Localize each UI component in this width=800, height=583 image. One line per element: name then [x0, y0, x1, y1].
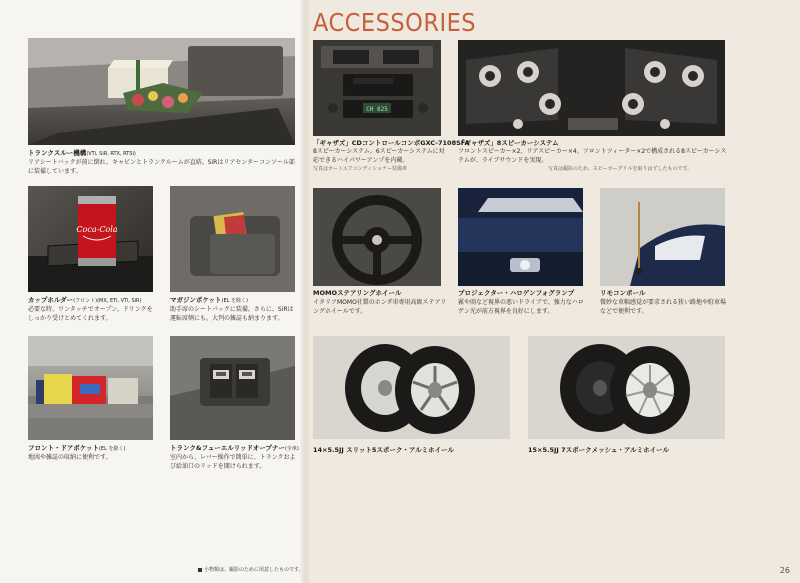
door-pocket-body: 地図や雑誌の収納に便利です。 [28, 454, 112, 461]
door-pocket-photo [28, 336, 153, 440]
fog-lamp-body: 霧や雨など視界の悪いドライブで、強力なハロゲン光が前方視界を良好にします。 [458, 299, 584, 315]
cd-radio-title: 「ギャザズ」CDコントロールコンポGXC-7108SFA [313, 139, 470, 147]
cd-radio-photo [313, 40, 441, 136]
fog-lamp-photo [458, 188, 583, 286]
magazine-pocket-illustration [170, 186, 295, 292]
speakers-body: フロントスピーカー×2、リアスピーカー×4、フロントツィーター×2で構成される8スピーカーシステムが、ライブサウンドを実現。 [458, 148, 727, 164]
cup-holder-photo [28, 186, 153, 292]
door-pocket-illustration [28, 336, 153, 440]
radio-display-text: CH 825 [366, 106, 388, 113]
remote-pole-photo [600, 188, 725, 286]
cup-holder-illustration [28, 186, 153, 292]
trunk-through-photo [28, 38, 295, 145]
door-pocket-title: フロント・ドアポケット(EL を除く) [28, 444, 126, 452]
remote-pole-body: 微妙な車幅感覚が要求される狭い路地や駐車場などで便利です。 [600, 299, 727, 315]
page-heading: ACCESSORIES [313, 8, 477, 37]
magazine-pocket-body: 助手席のシートバックに装備。さらに、SiRは運転席側にも。大判の雑誌も納まります。 [170, 306, 294, 322]
magazine-pocket-photo [170, 186, 295, 292]
speakers-note: 写真は撮影のため、スピーカーグリルを取りはずしたものです。 [548, 166, 693, 172]
cd-radio-note: 写真はオートエアコンディショナー装備車 [313, 166, 408, 172]
fog-lamp-title: プロジェクター・ハロゲンフォグランプ [458, 289, 575, 297]
photo-footnote: 小物類は、撮影のために用意したものです。 [198, 566, 304, 573]
lid-opener-illustration [170, 336, 295, 440]
wheel-mesh7-title: 15×5.5JJ 7スポークメッシュ・アルミホイール [528, 446, 670, 454]
speakers-photo [458, 40, 725, 136]
page-gutter [300, 0, 310, 583]
lid-opener-photo [170, 336, 295, 440]
wheel-mesh7-photo [528, 336, 725, 439]
remote-pole-title: リモコンポール [600, 289, 646, 297]
momo-wheel-photo [313, 188, 441, 286]
cd-radio-illustration [313, 40, 441, 136]
mesh7-wheels-illustration [528, 336, 725, 439]
speakers-illustration [458, 40, 725, 136]
wheel-slit5-photo [313, 336, 510, 439]
trunk-through-body: リアシートバックが前に倒れ、キャビンとトランクルームが直結。SiRはリアセンターコンソール部に装備しています。 [28, 159, 295, 175]
remote-pole-illustration [600, 188, 725, 286]
cup-holder-body: 必要な時、ワンタッチでオープン。ドリンクをしっかり受けとめてくれます。 [28, 306, 153, 322]
cd-radio-body: 8スピーカーシステム。6スピーカーシステムに対応できるハイパワーアンプを内蔵。 [313, 148, 445, 164]
momo-wheel-illustration [313, 188, 441, 286]
trunk-through-illustration [28, 38, 295, 145]
cup-holder-title: カップホルダー(フロント)(MX, ETi, VTi, SiR) [28, 296, 142, 304]
cola-can-logo: Coca-Cola [76, 225, 118, 234]
page-number: 26 [779, 566, 790, 575]
momo-wheel-title: MOMOステアリングホイール [313, 289, 402, 297]
wheel-slit5-title: 14×5.5JJ スリット5スポーク・アルミホイール [313, 446, 454, 454]
slit5-wheels-illustration [313, 336, 510, 439]
lid-opener-title: トランク&フューエルリッドオープナー(全車) [170, 444, 299, 452]
fog-lamp-illustration [458, 188, 583, 286]
speakers-title: 「ギャザズ」8スピーカーシステム [458, 139, 559, 147]
momo-wheel-body: イタリアMOMO社製のホンダ車専用高級ステアリングホイールです。 [313, 299, 447, 315]
lid-opener-body: 室内から、レバー操作で簡単に、トランクおよび給油口のリッドを開けられます。 [170, 454, 296, 470]
magazine-pocket-title: マガジンポケット(EL を除く) [170, 296, 248, 304]
trunk-through-title: トランクスルー機構(VTi, SiR, RTX, RTSi) [28, 149, 136, 157]
